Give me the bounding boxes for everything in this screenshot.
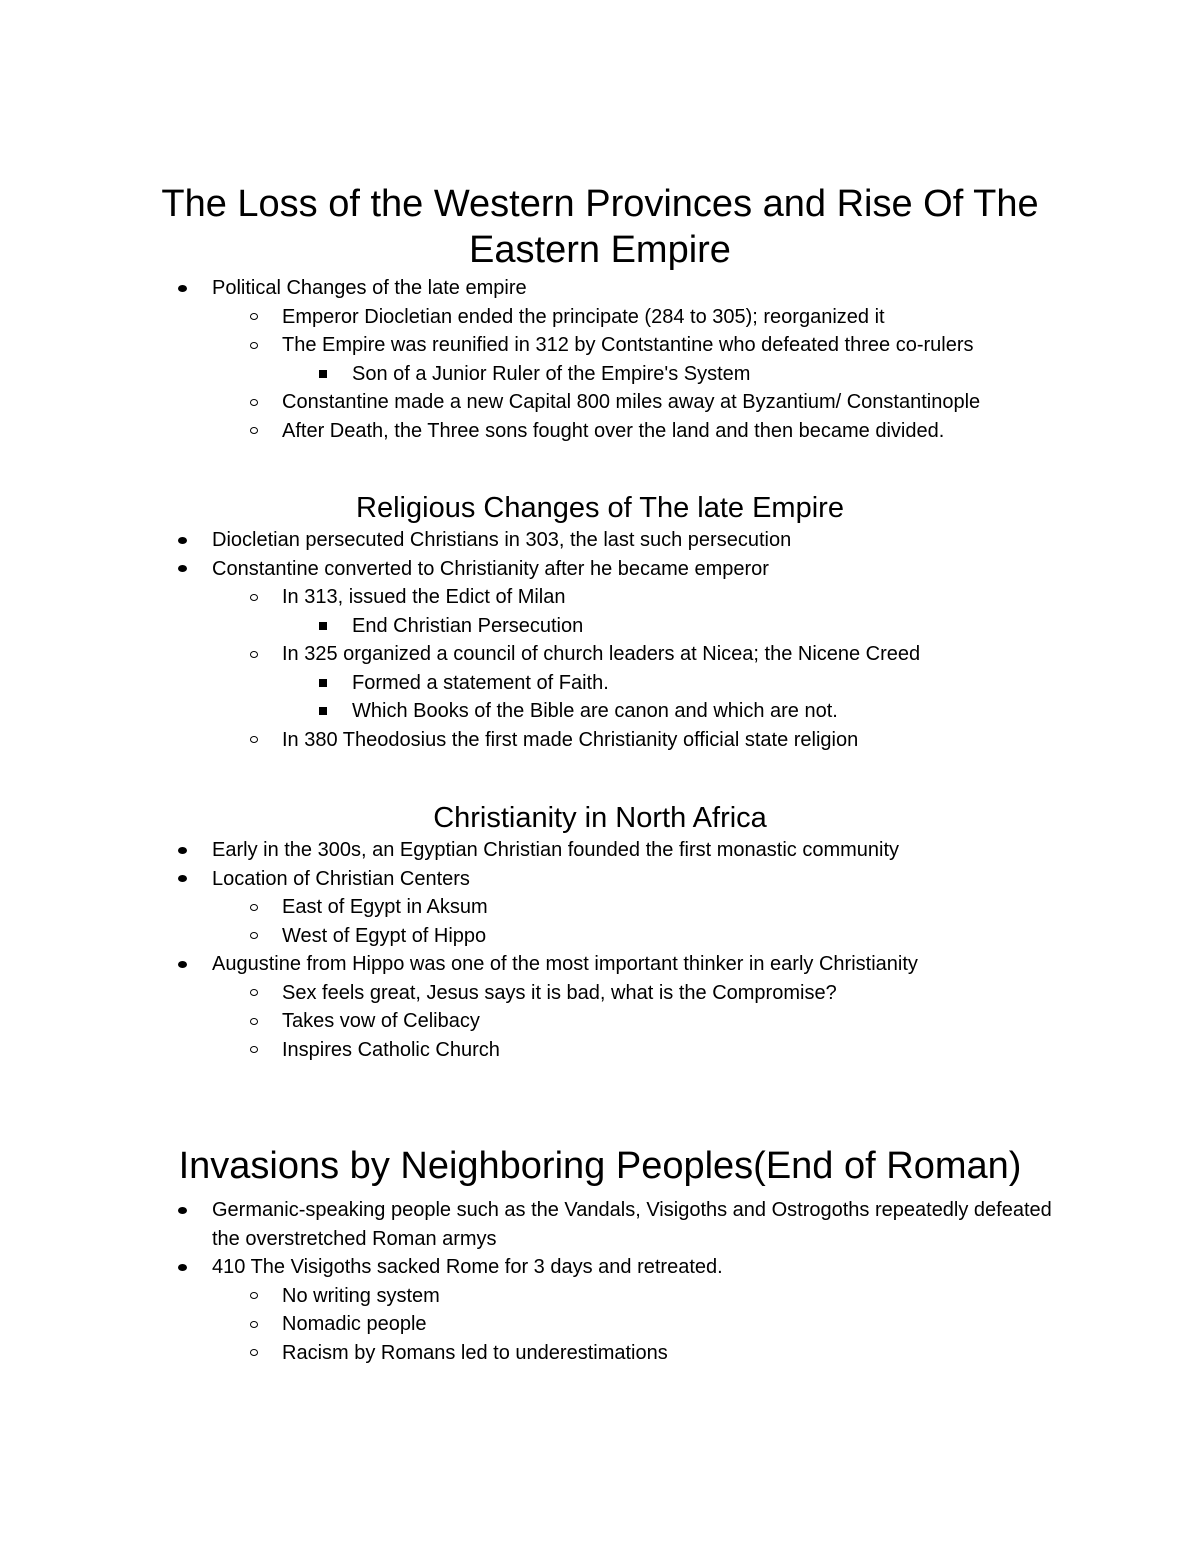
hollow-circle-bullet-icon (244, 388, 264, 417)
section-heading: Religious Changes of The late Empire (356, 492, 844, 524)
bullet-list (120, 526, 1080, 754)
filled-circle-bullet-icon (172, 1196, 192, 1225)
list-item: After Death, the Three sons fought over the land and then became divided. (120, 417, 1080, 446)
square-bullet-icon (313, 360, 333, 389)
section-north-africa (120, 800, 1080, 1064)
hollow-circle-bullet-icon (244, 417, 264, 446)
list-item: Germanic-speaking people such as the Vandals, Visigoths and Ostrogoths repeatedly defeated the overstretched Roman armys (120, 1196, 1080, 1253)
list-item: West of Egypt of Hippo (120, 922, 1080, 951)
list-item: East of Egypt in Aksum (120, 893, 1080, 922)
hollow-circle-bullet-icon (244, 922, 264, 951)
hollow-circle-bullet-icon (244, 1339, 264, 1368)
list-item: Which Books of the Bible are canon and which are not. (120, 697, 1080, 726)
section-western-provinces (120, 181, 1080, 445)
section-heading: The Loss of the Western Provinces and Rise Of The Eastern Empire (161, 183, 1039, 271)
section-invasions (120, 1143, 1080, 1367)
list-item: 410 The Visigoths sacked Rome for 3 days and retreated. (120, 1253, 1080, 1282)
list-item: Early in the 300s, an Egyptian Christian founded the first monastic community (120, 836, 1080, 865)
square-bullet-icon (313, 669, 333, 698)
list-item: Constantine made a new Capital 800 miles away at Byzantium/ Constantinople (120, 388, 1080, 417)
list-item: Constantine converted to Christianity after he became emperor (120, 555, 1080, 584)
list-item: Political Changes of the late empire (120, 274, 1080, 303)
list-item: In 325 organized a council of church leaders at Nicea; the Nicene Creed (120, 640, 1080, 669)
filled-circle-bullet-icon (172, 1253, 192, 1282)
list-item: The Empire was reunified in 312 by Contstantine who defeated three co-rulers (120, 331, 1080, 360)
filled-circle-bullet-icon (172, 836, 192, 865)
list-item: End Christian Persecution (120, 612, 1080, 641)
list-item: In 380 Theodosius the first made Christianity official state religion (120, 726, 1080, 755)
list-item: No writing system (120, 1282, 1080, 1311)
list-item: Son of a Junior Ruler of the Empire's System (120, 360, 1080, 389)
square-bullet-icon (313, 697, 333, 726)
list-item: Emperor Diocletian ended the principate (284 to 305); reorganized it (120, 303, 1080, 332)
hollow-circle-bullet-icon (244, 331, 264, 360)
filled-circle-bullet-icon (172, 865, 192, 894)
hollow-circle-bullet-icon (244, 1007, 264, 1036)
hollow-circle-bullet-icon (244, 303, 264, 332)
list-item: Racism by Romans led to underestimations (120, 1339, 1080, 1368)
list-item: Location of Christian Centers (120, 865, 1080, 894)
list-item: Diocletian persecuted Christians in 303, the last such persecution (120, 526, 1080, 555)
hollow-circle-bullet-icon (244, 726, 264, 755)
filled-circle-bullet-icon (172, 555, 192, 584)
hollow-circle-bullet-icon (244, 640, 264, 669)
hollow-circle-bullet-icon (244, 1282, 264, 1311)
filled-circle-bullet-icon (172, 950, 192, 979)
hollow-circle-bullet-icon (244, 979, 264, 1008)
square-bullet-icon (313, 612, 333, 641)
list-item: Takes vow of Celibacy (120, 1007, 1080, 1036)
hollow-circle-bullet-icon (244, 1310, 264, 1339)
list-item: Augustine from Hippo was one of the most important thinker in early Christianity (120, 950, 1080, 979)
list-item: Inspires Catholic Church (120, 1036, 1080, 1065)
list-item: Sex feels great, Jesus says it is bad, what is the Compromise? (120, 979, 1080, 1008)
hollow-circle-bullet-icon (244, 583, 264, 612)
bullet-list (120, 836, 1080, 1064)
filled-circle-bullet-icon (172, 526, 192, 555)
list-item: In 313, issued the Edict of Milan (120, 583, 1080, 612)
section-heading: Invasions by Neighboring Peoples(End of Roman) (178, 1145, 1022, 1187)
hollow-circle-bullet-icon (244, 1036, 264, 1065)
filled-circle-bullet-icon (172, 274, 192, 303)
section-heading: Christianity in North Africa (433, 802, 767, 834)
bullet-list (120, 1196, 1080, 1367)
list-item: Formed a statement of Faith. (120, 669, 1080, 698)
hollow-circle-bullet-icon (244, 893, 264, 922)
bullet-list (120, 274, 1080, 445)
list-item: Nomadic people (120, 1310, 1080, 1339)
section-religious-changes (120, 490, 1080, 754)
